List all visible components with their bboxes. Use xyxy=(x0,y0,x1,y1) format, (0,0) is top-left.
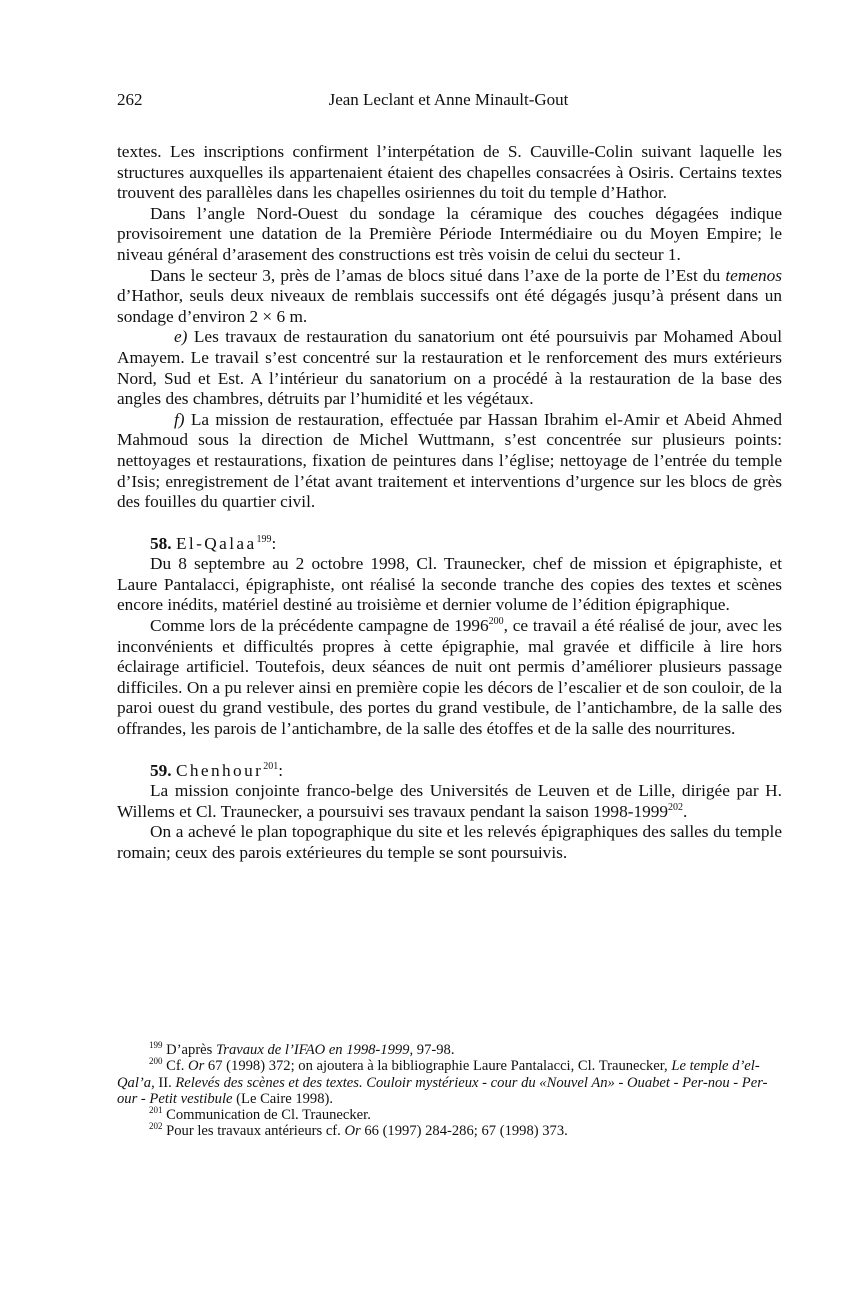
text-run: 66 (1997) 284-286; 67 (1998) 373. xyxy=(360,1123,568,1140)
text-run: Cf. xyxy=(162,1058,189,1075)
section-heading-59 xyxy=(117,761,782,782)
italic-title: Travaux de l’IFAO en 1998-1999, xyxy=(216,1042,414,1058)
text-run: Communication de Cl. Traunecker. xyxy=(162,1107,371,1124)
footnote-200 xyxy=(117,1058,782,1107)
italic-title: Le temple d’el-Qal’a xyxy=(117,1058,760,1091)
footnote-ref: 202 xyxy=(668,802,684,814)
italic-title: Or xyxy=(344,1123,361,1140)
running-title: Jean Leclant et Anne Minault-Gout xyxy=(328,90,569,109)
page-number: 262 xyxy=(117,90,143,109)
page-header xyxy=(117,90,780,114)
section-place: Chenhour xyxy=(175,760,264,780)
paragraph xyxy=(117,327,782,409)
text-run: La mission conjointe franco-belge des Universités de Leuven et de Lille, dirigée par H. Willems et Cl. Traunecker, a poursuivi ses travaux pendant la saison 1998-1999 xyxy=(117,781,782,821)
paragraph xyxy=(117,616,782,740)
footnote-number: 200 xyxy=(149,1056,163,1067)
item-label: e) xyxy=(174,327,188,347)
text-run: , II. xyxy=(151,1074,176,1091)
section-number: 58. xyxy=(150,533,172,553)
footnote-number: 202 xyxy=(149,1121,163,1132)
text-run: 97-98. xyxy=(413,1042,455,1058)
section-place: El-Qalaa xyxy=(175,533,257,553)
paragraph xyxy=(117,781,782,822)
section-number: 59. xyxy=(150,760,172,780)
item-label: f) xyxy=(174,409,185,429)
footnote-201 xyxy=(117,1107,782,1123)
text-run: Dans le secteur 3, près de l’amas de blocs situé dans l’axe de la porte de l’Est du xyxy=(150,265,726,285)
text-run: , ce travail a été réalisé de jour, avec les inconvénients et difficultés propres à cette épigraphie, mal gravée et difficile à lire hors éclairage artificiel. Toutefois, deux séances de nuit ont permis d’améliorer plusieurs passage difficiles. On a pu relever ainsi en première copie les décors de l’escalier et de son couloir, de la paroi ouest du grand vestibule, des portes du grand vestibule, de l’antichambre, de la salle des offrandes, les parois de l’antichambre, de la salle des étoffes et de la salle des nourritures. xyxy=(117,616,782,739)
footnote-ref: 201 xyxy=(263,760,279,772)
text-run: . xyxy=(683,801,688,821)
paragraph: textes. Les inscriptions confirment l’interpétation de S. Cauville-Colin suivant laquelle les structures auxquelles ils appartenaient étaient des chapelles consacrées à Osiris. Certains textes trouvent des parallèles dans les chapelles osiriennes du toit du temple d’Hathor. xyxy=(117,142,782,203)
text-run: d’Hathor, seuls deux niveaux de remblais successifs ont été dégagés jusqu’à présent dans un sondage d’environ 2 × 6 m. xyxy=(117,286,782,326)
footnote-199 xyxy=(117,1042,782,1058)
text-run: (Le Caire 1998). xyxy=(232,1090,334,1107)
footnote-number: 201 xyxy=(149,1105,163,1116)
text-run: Pour les travaux antérieurs cf. xyxy=(162,1123,345,1140)
text-run: Les travaux de restauration du sanatorium ont été poursuivis par Mohamed Aboul Amayem. Le travail s’est concentré sur la restauration et le renforcement des murs extérieurs Nord, Sud et Est. A l’intérieur du sanatorium on a procédé à la restauration de la base des angles des chambres, détruits par l’humidité et les végétaux. xyxy=(117,327,782,409)
heading-colon: : xyxy=(278,760,284,780)
text-run: 67 (1998) 372; on ajoutera à la bibliographie Laure Pantalacci, Cl. Traunecker, xyxy=(204,1058,672,1075)
text-run: Comme lors de la précédente campagne de 1996 xyxy=(150,616,489,636)
paragraph: Dans l’angle Nord-Ouest du sondage la céramique des couches dégagées indique provisoirement une datation de la Première Période Intermédiaire ou du Moyen Empire; le niveau général d’arasement des constructions est très voisin de celui du secteur 1. xyxy=(117,203,782,264)
footnote-202 xyxy=(117,1123,782,1139)
italic-title: Relevés des scènes et des textes. Couloir mystérieux - cour du «Nouvel An» - Ouabet - Per-nou - Per-our - Petit vestibule xyxy=(117,1074,768,1107)
paragraph: Du 8 septembre au 2 octobre 1998, Cl. Traunecker, chef de mission et épigraphiste, et Laure Pantalacci, épigraphiste, ont réalisé la seconde tranche des copies des textes et scènes encore inédits, matériel destiné au troisième et dernier volume de l’édition épigraphique. xyxy=(117,554,782,615)
section-heading-58 xyxy=(117,534,782,555)
footnote-ref: 200 xyxy=(488,616,504,628)
text-run: La mission de restauration, effectuée par Hassan Ibrahim el-Amir et Abeid Ahmed Mahmoud sous la direction de Michel Wuttmann, s’est concentrée sur plusieurs points: nettoyages et restaurations, fixation de peintures dans l’église; nettoyage de l’entrée du temple d’Isis; enregistrement de l’état avant traitement et interventions d’urgence sur les blocs de grès des fouilles du quartier civil. xyxy=(117,409,782,512)
heading-colon: : xyxy=(271,533,277,553)
paragraph: On a achevé le plan topographique du site et les relevés épigraphiques des salles du temple romain; ceux des parois extérieures du temple se sont poursuivis. xyxy=(117,822,782,862)
paragraph xyxy=(117,266,782,328)
italic-title: Or xyxy=(188,1058,205,1075)
footnote-ref: 199 xyxy=(256,533,272,545)
italic-term: temenos xyxy=(725,265,782,285)
text-run: D’après xyxy=(162,1042,216,1058)
footnote-number: 199 xyxy=(149,1040,163,1051)
paragraph xyxy=(117,410,782,513)
footnotes xyxy=(117,1042,782,1140)
main-text xyxy=(117,142,782,864)
